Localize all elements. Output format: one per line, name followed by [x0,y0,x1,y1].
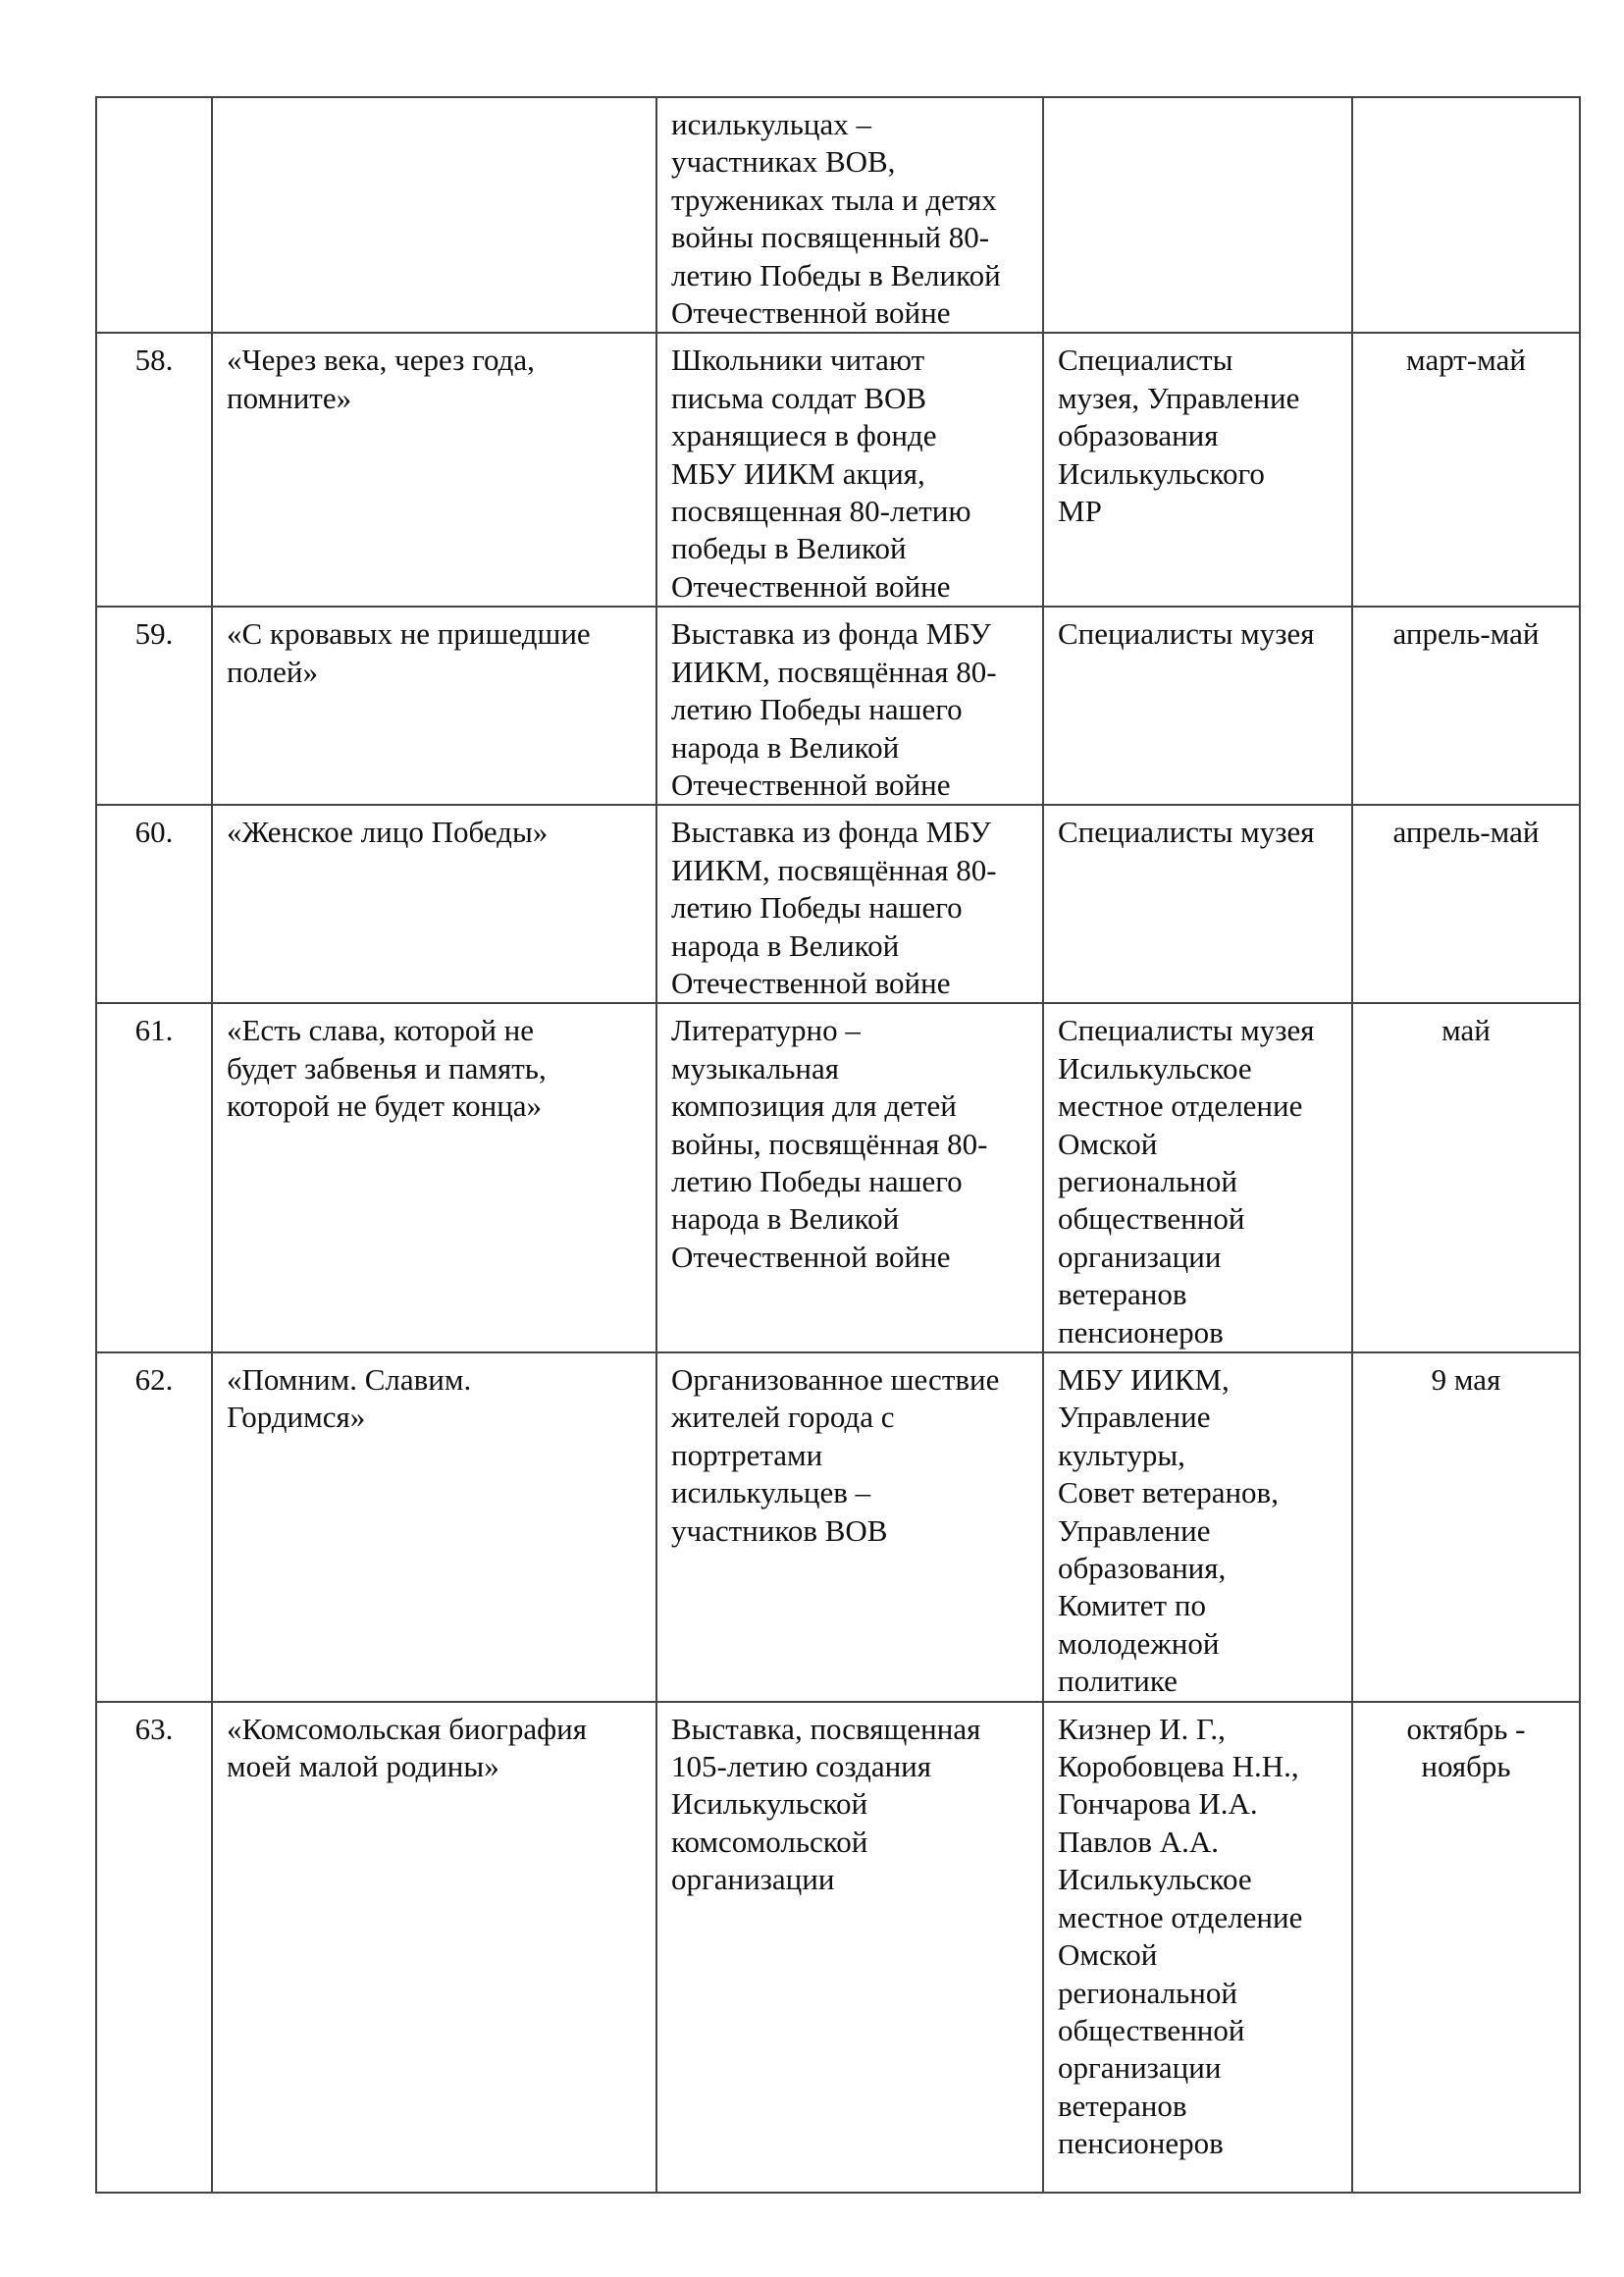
events-table [95,96,1581,2194]
cell-number: 58. [96,333,212,607]
cell-description: Выставка из фонда МБУ ИИКМ, посвящённая 80- летию Победы нашего народа в Великой Отечественной войне [656,607,1043,805]
table-row [96,333,1580,607]
cell-title: «Через века, через года, помните» [212,333,656,607]
cell-date: апрель-май [1352,805,1580,1003]
cell-organizers: МБУ ИИКМ, Управление культуры, Совет ветеранов, Управление образования, Комитет по молодежной политике [1043,1352,1352,1702]
cell-description: Выставка, посвященная 105-летию создания Исилькульской комсомольской организации [656,1702,1043,2193]
table-row [96,1352,1580,1702]
cell-date [1352,97,1580,333]
cell-title [212,97,656,333]
cell-description: Организованное шествие жителей города с портретами исилькульцев – участников ВОВ [656,1352,1043,1702]
cell-organizers: Специалисты музея [1043,805,1352,1003]
cell-title: «Женское лицо Победы» [212,805,656,1003]
cell-date: апрель-май [1352,607,1580,805]
cell-number: 62. [96,1352,212,1702]
cell-organizers: Специалисты музея [1043,607,1352,805]
table-row [96,1702,1580,2193]
cell-date: 9 мая [1352,1352,1580,1702]
cell-number: 61. [96,1003,212,1352]
table-row [96,607,1580,805]
table-row [96,805,1580,1003]
cell-number: 63. [96,1702,212,2193]
cell-description: Литературно – музыкальная композиция для детей войны, посвящённая 80- летию Победы нашего народа в Великой Отечественной войне [656,1003,1043,1352]
cell-date: октябрь - ноябрь [1352,1702,1580,2193]
cell-organizers: Специалисты музея, Управление образования Исилькульского МР [1043,333,1352,607]
cell-number: 59. [96,607,212,805]
cell-title: «Есть слава, которой не будет забвенья и память, которой не будет конца» [212,1003,656,1352]
cell-title: «Комсомольская биография моей малой родины» [212,1702,656,2193]
cell-organizers: Специалисты музея Исилькульское местное отделение Омской региональной общественной организации ветеранов пенсионеров [1043,1003,1352,1352]
cell-number [96,97,212,333]
cell-title: «Помним. Славим. Гордимся» [212,1352,656,1702]
cell-date: май [1352,1003,1580,1352]
table-row-continuation [96,97,1580,333]
cell-number: 60. [96,805,212,1003]
cell-organizers: Кизнер И. Г., Коробовцева Н.Н., Гончарова И.А. Павлов А.А. Исилькульское местное отделение Омской региональной общественной организации ветеранов пенсионеров [1043,1702,1352,2193]
cell-description: Выставка из фонда МБУ ИИКМ, посвящённая 80- летию Победы нашего народа в Великой Отечественной войне [656,805,1043,1003]
cell-date: март-май [1352,333,1580,607]
cell-description: Школьники читают письма солдат ВОВ хранящиеся в фонде МБУ ИИКМ акция, посвященная 80-летию победы в Великой Отечественной войне [656,333,1043,607]
table-row [96,1003,1580,1352]
cell-title: «С кровавых не пришедшие полей» [212,607,656,805]
cell-description: исилькульцах – участниках ВОВ, тружениках тыла и детях войны посвященный 80- летию Победы в Великой Отечественной войне [656,97,1043,333]
cell-organizers [1043,97,1352,333]
